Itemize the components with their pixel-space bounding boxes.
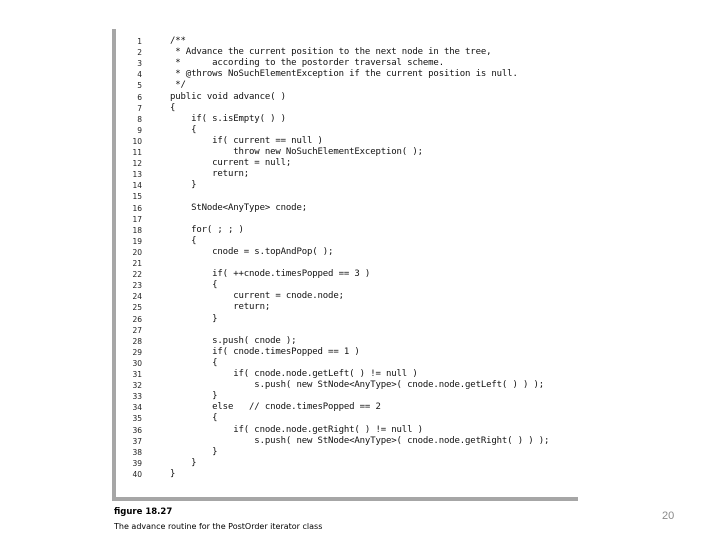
line-number: 2 (137, 48, 142, 58)
figure-caption: The advance routine for the PostOrder iterator class (114, 522, 323, 531)
line-number: 39 (132, 458, 142, 468)
code-line (116, 269, 576, 280)
code-line (116, 147, 576, 158)
code-text: } (170, 313, 218, 324)
code-line (116, 391, 576, 402)
code-line (116, 36, 576, 47)
code-line (116, 425, 576, 436)
code-line (116, 369, 576, 380)
code-line (116, 136, 576, 147)
code-line (116, 280, 576, 291)
code-line (116, 447, 576, 458)
slide-page-number: 20 (662, 510, 675, 522)
code-text: s.push( cnode ); (170, 335, 297, 346)
line-number: 26 (132, 314, 142, 324)
code-line (116, 402, 576, 413)
code-line (116, 469, 576, 480)
code-line (116, 380, 576, 391)
code-text: } (170, 180, 197, 191)
code-text: if( current == null ) (170, 135, 323, 146)
code-text: StNode<AnyType> cnode; (170, 202, 307, 213)
code-text: cnode = s.topAndPop( ); (170, 246, 334, 257)
code-line (116, 180, 576, 191)
code-listing (112, 29, 578, 501)
code-text: */ (170, 80, 186, 91)
line-number: 33 (132, 392, 142, 402)
line-number: 16 (132, 203, 142, 213)
code-text: return; (170, 169, 250, 180)
code-text: s.push( new StNode<AnyType>( cnode.node.getRight( ) ) ); (170, 435, 550, 446)
code-text: } (170, 391, 218, 402)
line-number: 31 (132, 370, 142, 379)
line-number: 32 (132, 381, 142, 391)
code-line (116, 291, 576, 302)
line-number: 30 (132, 358, 142, 368)
line-number: 24 (132, 292, 142, 302)
code-line (116, 125, 576, 136)
code-line (116, 358, 576, 369)
code-text: throw new NoSuchElementException( ); (170, 147, 423, 157)
code-line (116, 436, 576, 447)
code-line (116, 302, 576, 313)
code-line (116, 191, 576, 202)
line-number: 36 (132, 425, 142, 435)
line-number: 1 (137, 37, 142, 46)
figure-title: figure 18.27 (114, 507, 173, 517)
line-number: 34 (132, 403, 142, 413)
code-text: * according to the postorder traversal scheme. (170, 58, 444, 69)
code-text: { (170, 235, 197, 246)
code-line (116, 258, 576, 269)
code-text: current = null; (170, 158, 292, 169)
line-number: 20 (132, 247, 142, 257)
line-number: 35 (132, 414, 142, 424)
code-line (116, 69, 576, 80)
line-number: 25 (132, 303, 142, 313)
code-line (116, 236, 576, 247)
code-text: * @throws NoSuchElementException if the current position is null. (170, 69, 518, 80)
code-text: { (170, 413, 218, 424)
code-line (116, 58, 576, 69)
line-number: 4 (137, 70, 142, 80)
code-text: /** (170, 36, 186, 46)
code-line (116, 47, 576, 58)
code-text: if( cnode.node.getRight( ) != null ) (170, 424, 423, 435)
code-line (116, 413, 576, 424)
line-number: 3 (137, 59, 142, 69)
code-line (116, 225, 576, 236)
line-number: 40 (132, 469, 142, 479)
line-number: 19 (132, 236, 142, 246)
line-number: 18 (132, 225, 142, 235)
code-line (116, 325, 576, 336)
code-line (116, 80, 576, 91)
code-line (116, 314, 576, 325)
line-number: 27 (132, 325, 142, 335)
code-line (116, 103, 576, 114)
code-line (116, 92, 576, 103)
code-line (116, 203, 576, 214)
code-line (116, 214, 576, 225)
code-text: else // cnode.timesPopped == 2 (170, 402, 381, 413)
line-number: 12 (132, 159, 142, 169)
line-number: 15 (132, 192, 142, 202)
code-line (116, 458, 576, 469)
code-text: { (170, 357, 218, 368)
line-number: 38 (132, 447, 142, 457)
line-number: 6 (137, 92, 142, 102)
code-text: if( s.isEmpty( ) ) (170, 113, 286, 124)
code-text: * Advance the current position to the next node in the tree, (170, 47, 492, 58)
code-text: if( ++cnode.timesPopped == 3 ) (170, 269, 371, 280)
code-line (116, 158, 576, 169)
code-text: for( ; ; ) (170, 224, 244, 235)
line-number: 37 (132, 436, 142, 446)
line-number: 28 (132, 336, 142, 346)
code-text: } (170, 446, 218, 457)
line-number: 9 (137, 125, 142, 135)
code-text: public void advance( ) (170, 91, 286, 102)
line-number: 5 (137, 81, 142, 91)
code-text: s.push( new StNode<AnyType>( cnode.node.getLeft( ) ) ); (170, 380, 545, 391)
line-number: 17 (132, 214, 142, 224)
line-number: 23 (132, 281, 142, 291)
code-text: { (170, 280, 218, 291)
line-number: 8 (137, 114, 142, 124)
code-text: current = cnode.node; (170, 291, 344, 302)
line-number: 14 (132, 181, 142, 191)
line-number: 21 (132, 259, 142, 268)
code-text: } (170, 468, 176, 479)
code-text: if( cnode.node.getLeft( ) != null ) (170, 369, 418, 379)
line-number: 10 (132, 136, 142, 146)
line-number: 29 (132, 347, 142, 357)
line-number: 22 (132, 270, 142, 280)
code-line (116, 336, 576, 347)
line-number: 11 (132, 148, 142, 157)
code-line (116, 114, 576, 125)
line-number: 13 (132, 170, 142, 180)
code-text: { (170, 124, 197, 135)
code-line (116, 347, 576, 358)
code-text: return; (170, 302, 271, 313)
code-text: } (170, 457, 197, 468)
code-text: if( cnode.timesPopped == 1 ) (170, 346, 360, 357)
code-line (116, 169, 576, 180)
line-number: 7 (137, 103, 142, 113)
code-line (116, 247, 576, 258)
code-text: { (170, 102, 176, 113)
